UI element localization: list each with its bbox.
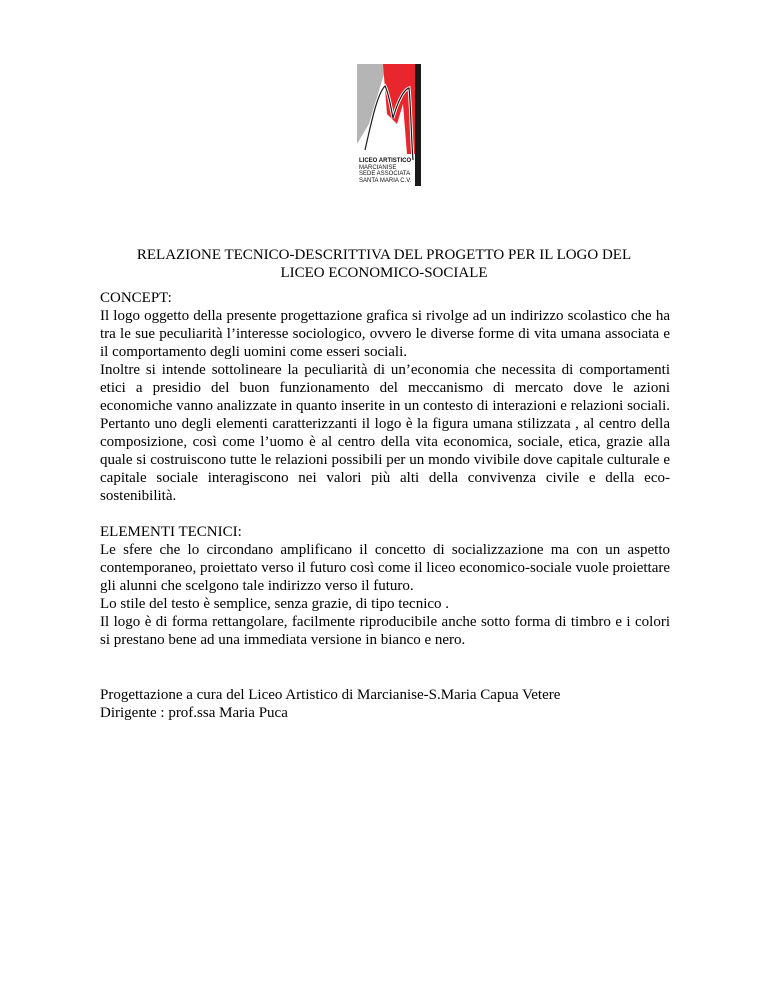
concept-paragraph: Il logo oggetto della presente progettazione grafica si rivolge ad un indirizzo scolastico che ha tra le sue peculiarità l’interesse sociologico, ovvero le diverse forme di vita umana associata e il comportamento degli uomini come esseri sociali.	[100, 308, 670, 360]
technical-heading: ELEMENTI TECNICI:	[100, 524, 242, 540]
logo-caption-line: SANTA MARIA C.V.	[359, 177, 412, 184]
concept-paragraph: Inoltre si intende sottolineare la peculiarità di un’economia che necessita di comportamenti etici a presidio del buon funzionamento del meccanismo di mercato dove le azioni economiche vanno analizzate in quanto inserite in un contesto di interazioni e relazioni sociali. Pertanto uno degli elementi caratterizzanti il logo è la figura umana stilizzata , al centro della composizione, così come l’uomo è al centro della vita economica, sociale, etica, grazie alla quale si costruiscono tutte le relazioni possibili per un mondo vivibile dove capitale culturale e capitale sociale interagiscono nei valori più alti della convivenza civile e della eco-sostenibilità.	[100, 362, 670, 504]
logo-caption	[359, 158, 423, 184]
logo-caption-line: MARCIANISE	[359, 164, 397, 171]
logo-caption-line: LICEO ARTISTICO	[359, 158, 412, 164]
technical-paragraph: Il logo è di forma rettangolare, facilmente riproducibile anche sotto forma di timbro e i colori si prestano bene ad una immediata versione in bianco e nero.	[100, 614, 670, 648]
document-body	[100, 289, 670, 722]
document-title	[100, 246, 668, 282]
concept-heading: CONCEPT:	[100, 290, 172, 306]
footer-director: Dirigente : prof.ssa Maria Puca	[100, 705, 288, 721]
school-logo	[357, 64, 421, 186]
logo-caption-line: SEDE ASSOCIATA	[359, 171, 411, 178]
footer-credit: Progettazione a cura del Liceo Artistico di Marcianise-S.Maria Capua Vetere	[100, 687, 561, 703]
technical-paragraph: Le sfere che lo circondano amplificano il concetto di socializzazione ma con un aspetto contemporaneo, proiettato verso il futuro così come il liceo economico-sociale vuole proiettare gli alunni che scelgono tale indirizzo verso il futuro.	[100, 542, 670, 594]
title-line-2: LICEO ECONOMICO-SOCIALE	[280, 265, 488, 281]
title-line-1: RELAZIONE TECNICO-DESCRITTIVA DEL PROGETTO PER IL LOGO DEL	[136, 247, 632, 263]
technical-paragraph: Lo stile del testo è semplice, senza grazie, di tipo tecnico .	[100, 596, 450, 612]
